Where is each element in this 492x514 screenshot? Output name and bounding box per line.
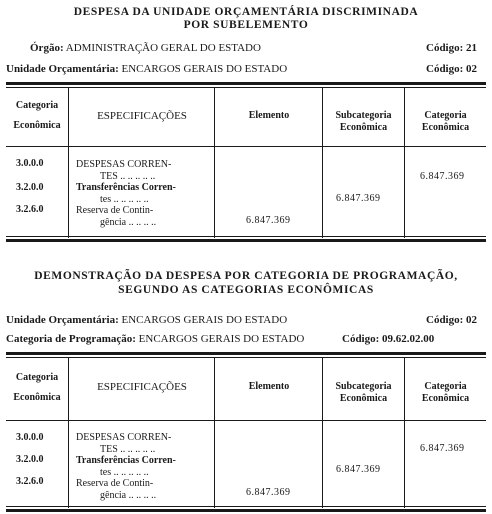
table2-header-subcategoria [323,381,404,405]
table1-code-2: 3.2.0.0 [16,182,44,193]
programacao-value: ENCARGOS GERAIS DO ESTADO [138,333,305,345]
table1-header-especificacoes: ESPECIFICAÇÕES [97,110,187,122]
table1-code-1: 3.0.0.0 [16,158,44,169]
unidade-label-1: Unidade Orçamentária: [6,63,119,75]
table1-spec-line: Transferências Corren- [76,182,176,193]
unidade-code-2 [426,314,477,327]
section2-title-line1: DEMONSTRAÇÃO DA DESPESA POR CATEGORIA DE PROGRAMAÇÃO, [34,270,458,282]
table2-header-subcategoria-l2: Econômica [339,393,388,404]
table2-bottom-rule [6,509,486,512]
table1-spec-line: tes .. .. .. .. .. [100,193,149,205]
unidade-row-2 [6,314,287,327]
table2-spec-line: gência .. .. .. .. [100,489,157,501]
table2-header-categoria2-l2: Econômica [421,393,470,404]
table2-top-rule-thin [6,357,486,358]
table1-header-subcategoria [323,110,404,134]
orgao-code [426,42,477,55]
table1-header-categoria2-l2: Econômica [421,122,470,133]
table1-categoria-value: 6.847.369 [420,171,465,182]
orgao-value: ADMINISTRAÇÃO GERAL DO ESTADO [65,42,261,54]
table2-header-elemento: Elemento [248,381,290,392]
table1-header-categoria2-l1: Categoria [424,110,467,121]
table1-spec-line: Reserva de Contin- [76,205,154,216]
table2-top-rule [6,352,486,355]
table1-header-elemento: Elemento [248,110,290,121]
programacao-label: Categoria de Programação: [6,333,136,345]
table2-header-categoria [6,372,68,404]
table1-spec-line: DESPESAS CORREN- [76,159,172,170]
table1-spec-line: gência .. .. .. .. [100,216,157,228]
table1-elemento-value: 6.847.369 [246,215,291,226]
table2-spec-line: Transferências Corren- [76,455,176,466]
table1-top-rule-thin [6,87,486,88]
table1-header-subcategoria-l2: Econômica [339,122,388,133]
table1-code-3: 3.2.6.0 [16,204,44,215]
table2-header-categoria2-l1: Categoria [424,381,467,392]
programacao-code-label: Código: [342,333,380,345]
programacao-code [342,333,434,346]
table1-col-divider-2 [214,88,215,238]
table2-header-especificacoes: ESPECIFICAÇÕES [97,381,187,393]
orgao-row [30,42,261,55]
table2-elemento-value: 6.847.369 [246,487,291,498]
unidade-value-2: ENCARGOS GERAIS DO ESTADO [121,314,288,326]
unidade-code-value-1: 02 [466,63,478,75]
table2-code-1: 3.0.0.0 [16,432,44,443]
table2-bottom-rule-thin [6,506,486,507]
unidade-code-value-2: 02 [466,314,478,326]
unidade-row-1 [6,63,287,76]
section1-title-line2: POR SUBELEMENTO [183,19,309,31]
table2-code-3: 3.2.6.0 [16,476,44,487]
table2-spec-line: TES .. .. .. .. .. [100,443,156,455]
section1-title-line1: DESPESA DA UNIDADE ORÇAMENTÁRIA DISCRIMINADA [73,6,419,18]
table1-header-rule [6,146,486,147]
table2-subcategoria-value: 6.847.369 [336,464,381,475]
table2-col-divider-2 [214,358,215,508]
unidade-code-label-1: Código: [426,63,464,75]
table2-code-2: 3.2.0.0 [16,454,44,465]
programacao-code-value: 09.62.02.00 [382,333,435,345]
unidade-code-label-2: Código: [426,314,464,326]
table1-bottom-rule [6,239,486,242]
section2-title-line2: SEGUNDO AS CATEGORIAS ECONÔMICAS [118,284,374,296]
table1-header-categoria-l2: Econômica [13,120,61,131]
table2-spec-line: Reserva de Contin- [76,478,154,489]
unidade-code-1 [426,63,477,76]
unidade-label-2: Unidade Orçamentária: [6,314,119,326]
programacao-row [6,333,304,346]
table2-header-categoria-l2: Econômica [13,392,61,403]
orgao-code-value: 21 [466,42,478,54]
table1-subcategoria-value: 6.847.369 [336,193,381,204]
table1-col-divider-1 [68,88,69,238]
table1-spec-list [76,159,176,228]
table2-header-categoria-l1: Categoria [15,372,59,383]
table2-categoria-value: 6.847.369 [420,443,465,454]
table1-header-categoria [6,100,68,132]
table2-header-rule [6,420,486,421]
orgao-code-label: Código: [426,42,464,54]
table1-header-categoria2 [405,110,486,134]
table1-bottom-rule-thin [6,236,486,237]
table2-spec-line: tes .. .. .. .. .. [100,466,149,478]
table2-spec-list [76,432,176,501]
table1-top-rule [6,82,486,85]
table1-header-categoria-l1: Categoria [15,100,59,111]
table1-header-subcategoria-l1: Subcategoria [335,110,392,121]
unidade-value-1: ENCARGOS GERAIS DO ESTADO [121,63,288,75]
orgao-label: Órgão: [30,42,64,54]
table2-header-categoria2 [405,381,486,405]
table2-header-subcategoria-l1: Subcategoria [335,381,392,392]
table2-spec-line: DESPESAS CORREN- [76,432,172,443]
table1-spec-line: TES .. .. .. .. .. [100,170,156,182]
table2-col-divider-1 [68,358,69,508]
